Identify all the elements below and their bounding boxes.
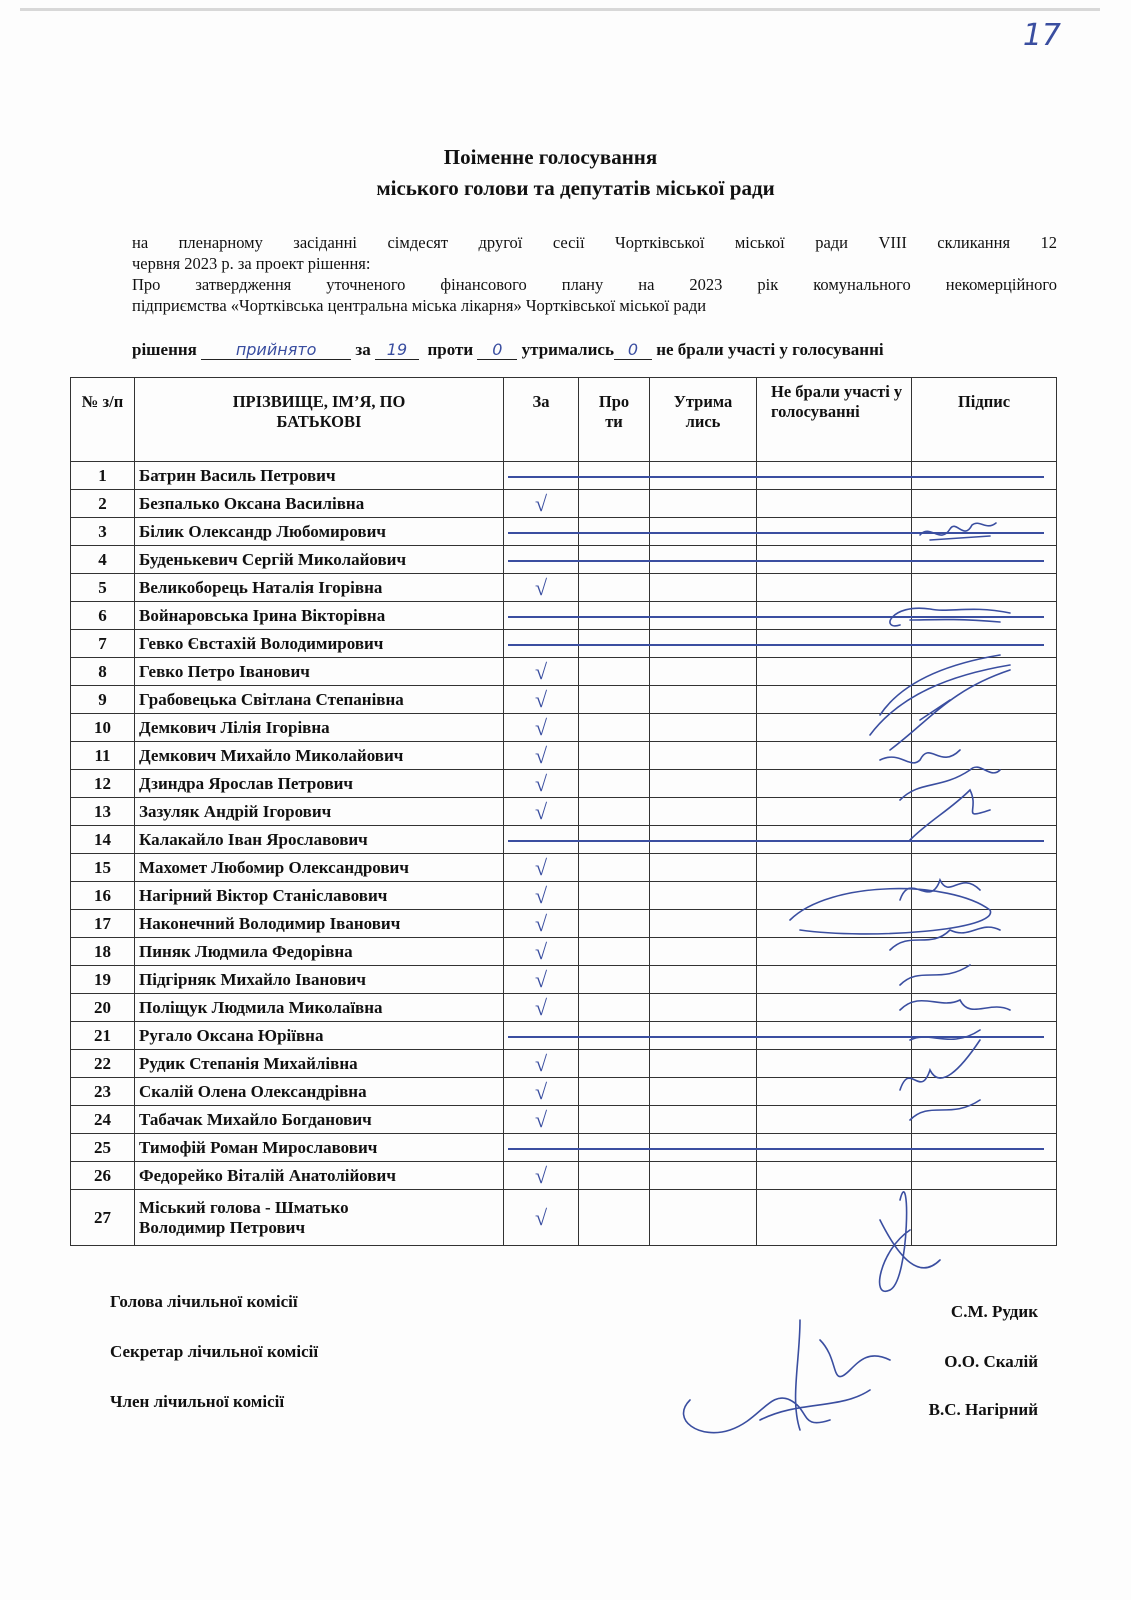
row-number: 21 [71, 1022, 135, 1050]
vote-for: √ [504, 714, 579, 742]
vote-against [579, 686, 650, 714]
vote-abstained [650, 882, 757, 910]
vote-absent [757, 490, 912, 518]
signature-cell [912, 686, 1057, 714]
absent-label: не брали участі у голосуванні [656, 340, 884, 359]
vote-against [579, 1106, 650, 1134]
vote-absent [757, 882, 912, 910]
header-signature: Підпис [912, 378, 1057, 462]
vote-for: √ [504, 686, 579, 714]
member-name: Рудик Степанія Михайлівна [135, 1050, 504, 1078]
member-name: Табачак Михайло Богданович [135, 1106, 504, 1134]
document-title [0, 145, 1131, 201]
page-number: 17 [1022, 18, 1061, 53]
vote-absent [757, 798, 912, 826]
vote-for: √ [504, 1190, 579, 1246]
vote-for: √ [504, 742, 579, 770]
member-name: Дзиндра Ярослав Петрович [135, 770, 504, 798]
table-row [71, 1190, 1057, 1246]
member-name: Демкович Михайло Миколайович [135, 742, 504, 770]
signature-cell [912, 1078, 1057, 1106]
member-name: Пиняк Людмила Федорівна [135, 938, 504, 966]
for-count: 19 [375, 340, 419, 360]
vote-against [579, 854, 650, 882]
vote-against [579, 798, 650, 826]
signature-cell [912, 910, 1057, 938]
vote-for: √ [504, 490, 579, 518]
vote-for: √ [504, 1162, 579, 1190]
vote-abstained [650, 658, 757, 686]
scan-top-edge [20, 8, 1100, 11]
vote-for: √ [504, 882, 579, 910]
row-number: 23 [71, 1078, 135, 1106]
member-name: Нагірний Віктор Станіславович [135, 882, 504, 910]
signature-cell [912, 742, 1057, 770]
vote-abstained [650, 1050, 757, 1078]
decision-label: рішення [132, 340, 197, 359]
row-number: 18 [71, 938, 135, 966]
member-name: Великоборець Наталія Ігорівна [135, 574, 504, 602]
vote-against [579, 1050, 650, 1078]
header-absent: Не брали участі у голосуванні [757, 378, 912, 462]
row-number: 12 [71, 770, 135, 798]
row-number: 5 [71, 574, 135, 602]
table-row [71, 1050, 1057, 1078]
row-number: 25 [71, 1134, 135, 1162]
member-name: Зазуляк Андрій Ігорович [135, 798, 504, 826]
signature-cell [912, 798, 1057, 826]
vote-against [579, 658, 650, 686]
table-row [71, 490, 1057, 518]
table-row [71, 1162, 1057, 1190]
vote-for: √ [504, 1106, 579, 1134]
strike-line [508, 1148, 1045, 1150]
signature-cell [912, 770, 1057, 798]
signature-cell [912, 966, 1057, 994]
signature-cell [912, 574, 1057, 602]
member-name: Ругало Оксана Юріївна [135, 1022, 504, 1050]
decision-result: прийнято [201, 340, 351, 360]
vote-absent [757, 966, 912, 994]
member-name: Безпалько Оксана Василівна [135, 490, 504, 518]
row-number: 19 [71, 966, 135, 994]
against-label: проти [427, 340, 474, 359]
vote-against [579, 1162, 650, 1190]
vote-absent [757, 854, 912, 882]
vote-against [579, 770, 650, 798]
member-name-line-2: Володимир Петрович [139, 1217, 306, 1237]
strike-line [508, 532, 1045, 534]
vote-against [579, 938, 650, 966]
table-row [71, 686, 1057, 714]
vote-against [579, 1190, 650, 1246]
vote-for: √ [504, 574, 579, 602]
signature-cell [912, 490, 1057, 518]
commission-head-name: С.М. Рудик [950, 1302, 1038, 1321]
row-number: 26 [71, 1162, 135, 1190]
table-row [71, 910, 1057, 938]
member-name: Тимофій Роман Мирославович [135, 1134, 504, 1162]
project-line-2: підприємства «Чортківська центральна міська лікарня» Чортківської міської ради [132, 296, 707, 315]
header-name: ПРІЗВИЩЕ, ІМ’Я, ПО БАТЬКОВІ [135, 378, 504, 462]
signature-cell [912, 1050, 1057, 1078]
row-number: 22 [71, 1050, 135, 1078]
strike-line [508, 616, 1045, 618]
title-line-1: Поіменне голосування [443, 145, 658, 169]
row-number: 17 [71, 910, 135, 938]
strike-line [508, 644, 1045, 646]
table-header-row [71, 378, 1057, 462]
vote-against [579, 994, 650, 1022]
vote-abstained [650, 910, 757, 938]
vote-abstained [650, 742, 757, 770]
member-name: Наконечний Володимир Іванович [135, 910, 504, 938]
table-row [71, 574, 1057, 602]
vote-for: √ [504, 770, 579, 798]
header-num: № з/п [71, 378, 135, 462]
strike-line [508, 476, 1045, 478]
member-name: Батрин Василь Петрович [135, 462, 504, 490]
row-number: 15 [71, 854, 135, 882]
vote-for: √ [504, 938, 579, 966]
abstained-label: утримались [521, 340, 614, 359]
vote-absent [757, 658, 912, 686]
table-row [71, 1106, 1057, 1134]
member-name: Калакайло Іван Ярославович [135, 826, 504, 854]
vote-abstained [650, 938, 757, 966]
vote-against [579, 1078, 650, 1106]
vote-abstained [650, 798, 757, 826]
member-name: Поліщук Людмила Миколаївна [135, 994, 504, 1022]
vote-for: √ [504, 910, 579, 938]
vote-absent [757, 1050, 912, 1078]
commission-secretary-label: Секретар лічильної комісії [110, 1342, 319, 1361]
member-name: Гевко Петро Іванович [135, 658, 504, 686]
member-name: Войнаровська Ірина Вікторівна [135, 602, 504, 630]
vote-abstained [650, 714, 757, 742]
title-line-2: міського голови та депутатів міської ради [376, 176, 775, 200]
member-name: Махомет Любомир Олександрович [135, 854, 504, 882]
signature-cell [912, 658, 1057, 686]
table-row [71, 854, 1057, 882]
signature-cell [912, 1106, 1057, 1134]
table-row [71, 798, 1057, 826]
vote-against [579, 574, 650, 602]
member-name: Скалій Олена Олександрівна [135, 1078, 504, 1106]
vote-absent [757, 1106, 912, 1134]
row-number: 14 [71, 826, 135, 854]
member-name: Грабовецька Світлана Степанівна [135, 686, 504, 714]
vote-absent [757, 994, 912, 1022]
signature-cell [912, 1162, 1057, 1190]
vote-abstained [650, 686, 757, 714]
strike-line [508, 1036, 1045, 1038]
signature-cell [912, 938, 1057, 966]
vote-table [70, 377, 1057, 1246]
project-line-1: Про затвердження уточненого фінансового плану на 2023 рік комунального некомерційного [132, 275, 1057, 294]
vote-against [579, 882, 650, 910]
member-name: Демкович Лілія Ігорівна [135, 714, 504, 742]
row-number: 3 [71, 518, 135, 546]
member-name: Гевко Євстахій Володимирович [135, 630, 504, 658]
intro-line-1: на пленарному засіданні сімдесят другої сесії Чортківської міської ради VIII скликання 12 [132, 233, 1057, 252]
commission-member-label: Член лічильної комісії [110, 1392, 285, 1411]
vote-abstained [650, 1162, 757, 1190]
vote-abstained [650, 854, 757, 882]
member-name: Підгірняк Михайло Іванович [135, 966, 504, 994]
row-number: 4 [71, 546, 135, 574]
vote-abstained [650, 994, 757, 1022]
vote-absent [757, 1078, 912, 1106]
signature-cell [912, 1190, 1057, 1246]
header-abstained: Утрима лись [650, 378, 757, 462]
row-number: 27 [71, 1190, 135, 1246]
vote-against [579, 966, 650, 994]
vote-for: √ [504, 1078, 579, 1106]
vote-against [579, 714, 650, 742]
strike-line [508, 840, 1045, 842]
table-row [71, 966, 1057, 994]
vote-against [579, 742, 650, 770]
table-row [71, 938, 1057, 966]
row-number: 1 [71, 462, 135, 490]
intro-line-2: червня 2023 р. за проект рішення: [132, 254, 371, 273]
member-name: Буденькевич Сергій Миколайович [135, 546, 504, 574]
vote-abstained [650, 966, 757, 994]
intro-paragraph [132, 232, 1057, 316]
row-number: 10 [71, 714, 135, 742]
against-count: 0 [477, 340, 517, 360]
row-number: 7 [71, 630, 135, 658]
vote-abstained [650, 574, 757, 602]
header-against: Про ти [579, 378, 650, 462]
commission-head-label: Голова лічильної комісії [110, 1292, 298, 1311]
table-row [71, 770, 1057, 798]
signature-cell [912, 854, 1057, 882]
signature-cell [912, 994, 1057, 1022]
vote-absent [757, 574, 912, 602]
vote-for: √ [504, 854, 579, 882]
table-row [71, 658, 1057, 686]
vote-abstained [650, 1078, 757, 1106]
vote-for: √ [504, 1050, 579, 1078]
table-row [71, 742, 1057, 770]
vote-against [579, 490, 650, 518]
row-number: 11 [71, 742, 135, 770]
vote-for: √ [504, 798, 579, 826]
vote-absent [757, 686, 912, 714]
vote-abstained [650, 1106, 757, 1134]
vote-abstained [650, 490, 757, 518]
table-row [71, 882, 1057, 910]
member-name: Федорейко Віталій Анатолійович [135, 1162, 504, 1190]
header-for: За [504, 378, 579, 462]
row-number: 9 [71, 686, 135, 714]
vote-absent [757, 1162, 912, 1190]
strike-line [508, 560, 1045, 562]
table-row [71, 714, 1057, 742]
decision-line [132, 340, 1057, 360]
commission-member-name: В.С. Нагірний [928, 1400, 1038, 1419]
commission-secretary-name: О.О. Скалій [944, 1352, 1038, 1371]
vote-absent [757, 1190, 912, 1246]
vote-absent [757, 714, 912, 742]
vote-for: √ [504, 994, 579, 1022]
row-number: 24 [71, 1106, 135, 1134]
vote-absent [757, 742, 912, 770]
vote-for: √ [504, 966, 579, 994]
row-number: 20 [71, 994, 135, 1022]
row-number: 16 [71, 882, 135, 910]
signature-cell [912, 882, 1057, 910]
vote-for: √ [504, 658, 579, 686]
abstained-count: 0 [614, 340, 652, 360]
table-row [71, 1078, 1057, 1106]
vote-absent [757, 938, 912, 966]
row-number: 6 [71, 602, 135, 630]
vote-abstained [650, 1190, 757, 1246]
signature-commission [684, 1320, 890, 1433]
for-label: за [355, 340, 371, 359]
member-name: Білик Олександр Любомирович [135, 518, 504, 546]
member-name-line-1: Міський голова - Шматько [139, 1197, 349, 1217]
vote-abstained [650, 770, 757, 798]
vote-absent [757, 910, 912, 938]
signature-cell [912, 714, 1057, 742]
member-name [135, 1190, 504, 1246]
vote-against [579, 910, 650, 938]
row-number: 13 [71, 798, 135, 826]
table-row [71, 994, 1057, 1022]
row-number: 2 [71, 490, 135, 518]
row-number: 8 [71, 658, 135, 686]
vote-absent [757, 770, 912, 798]
